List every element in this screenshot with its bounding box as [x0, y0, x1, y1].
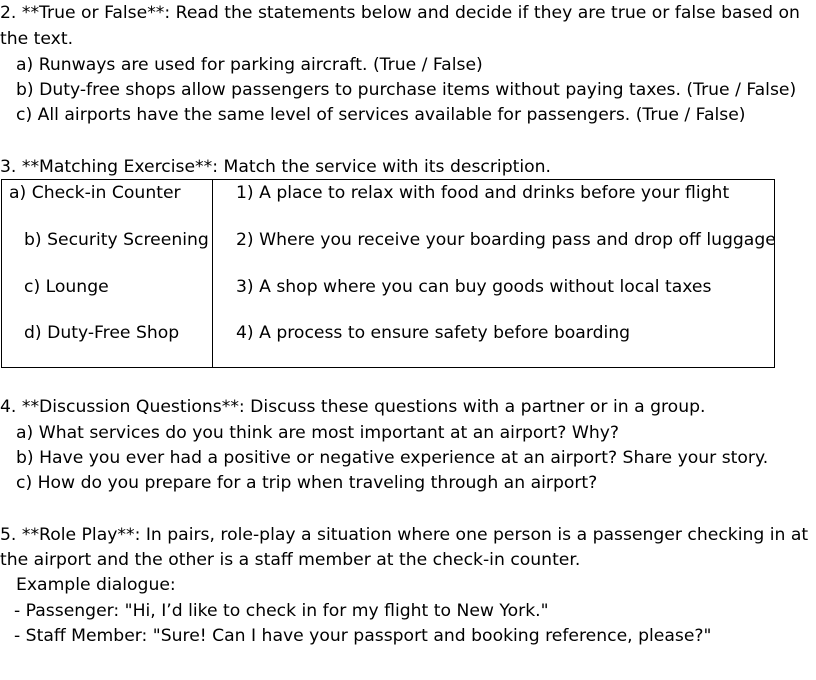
discussion-question: b) Have you ever had a positive or negative experience at an airport? Share your story. — [16, 448, 769, 468]
true-false-item: b) Duty-free shops allow passengers to purchase items without paying taxes. (True / False) — [16, 80, 797, 100]
true-false-item: a) Runways are used for parking aircraft. (True / False) — [16, 55, 483, 75]
section3-heading: 3. **Matching Exercise**: Match the service with its description. — [0, 157, 551, 177]
true-false-item: c) All airports have the same level of services available for passengers. (True / False) — [16, 105, 746, 125]
section5-heading-cont: the airport and the other is a staff member at the check-in counter. — [0, 550, 581, 570]
discussion-question: a) What services do you think are most important at an airport? Why? — [16, 423, 620, 443]
example-label: Example dialogue: — [16, 575, 176, 595]
discussion-question: c) How do you prepare for a trip when traveling through an airport? — [16, 473, 598, 493]
description-item: 1) A place to relax with food and drinks before your flight — [236, 183, 730, 203]
service-item: d) Duty-Free Shop — [24, 323, 180, 343]
section4-heading: 4. **Discussion Questions**: Discuss these questions with a partner or in a group. — [0, 397, 706, 417]
section2-heading-cont: the text. — [0, 29, 74, 49]
dialogue-line: - Staff Member: "Sure! Can I have your passport and booking reference, please?" — [14, 626, 712, 646]
service-item: c) Lounge — [24, 277, 109, 297]
description-item: 4) A process to ensure safety before boarding — [236, 323, 631, 343]
section5-heading: 5. **Role Play**: In pairs, role-play a situation where one person is a passenger checking in at — [0, 525, 809, 545]
description-item: 2) Where you receive your boarding pass and drop off luggage — [236, 230, 776, 250]
description-item: 3) A shop where you can buy goods without local taxes — [236, 277, 712, 297]
service-item: a) Check-in Counter — [9, 183, 181, 203]
section2-heading: 2. **True or False**: Read the statements below and decide if they are true or false based on — [0, 3, 800, 23]
service-item: b) Security Screening — [24, 230, 209, 250]
dialogue-line: - Passenger: "Hi, I’d like to check in for my flight to New York." — [14, 601, 549, 621]
